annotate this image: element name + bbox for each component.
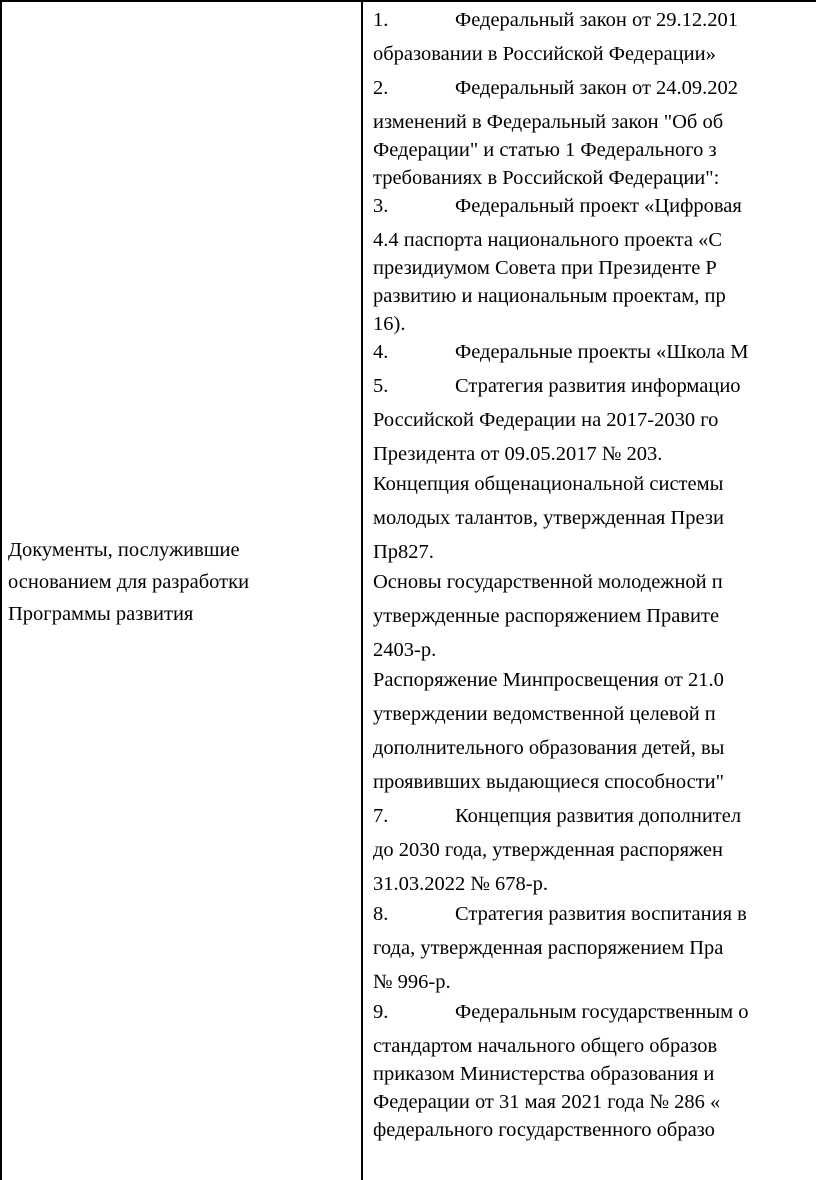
document-line (373, 602, 816, 636)
document-text: утверждении ведомственной целевой п (373, 703, 716, 725)
document-line (373, 74, 816, 108)
item-number: 5. (373, 375, 389, 397)
document-line (373, 968, 816, 998)
document-text: Стратегия развития информацио (455, 375, 741, 397)
item-number: 1. (373, 9, 389, 31)
row-label-line: Программы развития (8, 603, 194, 625)
document-text: № 996-р. (373, 971, 451, 993)
item-number: 3. (373, 195, 389, 217)
document-text: Распоряжение Минпросвещения от 21.0 (373, 669, 724, 691)
label-cell (2, 2, 361, 1180)
document-text: федерального государственного образо (373, 1119, 715, 1141)
document-text: Президента от 09.05.2017 № 203. (373, 443, 663, 465)
document-text: образовании в Российской Федерации» (373, 43, 716, 65)
document-line (373, 700, 816, 734)
document-text: Федеральные проекты «Школа М (455, 341, 749, 363)
document-text: до 2030 года, утвержденная распоряжен (373, 839, 723, 861)
document-text: года, утвержденная распоряжением Пра (373, 937, 724, 959)
document-text: молодых талантов, утвержденная Прези (373, 507, 724, 529)
document-line (373, 440, 816, 470)
document-line (373, 1032, 816, 1060)
document-text: 16). (373, 313, 406, 335)
document-text: Российской Федерации на 2017-2030 го (373, 409, 719, 431)
document-line (373, 6, 816, 40)
document-text: изменений в Федеральный закон "Об об (373, 111, 724, 133)
document-line (373, 934, 816, 968)
document-line (373, 538, 816, 568)
document-line (373, 40, 816, 74)
document-text: Концепция общенациональной системы (373, 473, 724, 495)
item-number: 4. (373, 341, 389, 363)
document-line (373, 636, 816, 666)
document-line (373, 338, 816, 372)
document-line (373, 164, 816, 192)
document-text: Федерации" и статью 1 Федерального з (373, 139, 717, 161)
document-line (373, 254, 816, 282)
document-text: Пр827. (373, 541, 434, 563)
document-line (373, 192, 816, 226)
document-line (373, 802, 816, 836)
document-line (373, 1088, 816, 1116)
document-text: требованиях в Российской Федерации": (373, 167, 720, 189)
document-text: Федеральный проект «Цифровая (455, 195, 742, 217)
document-text: стандартом начального общего образов (373, 1035, 718, 1057)
document-line (373, 836, 816, 870)
document-text: Стратегия развития воспитания в (455, 903, 747, 925)
document-text: Федеральным государственным о (455, 1001, 749, 1023)
document-text: Федеральный закон от 29.12.201 (455, 9, 739, 31)
document-line (373, 470, 816, 504)
document-line (373, 282, 816, 310)
document-line (373, 406, 816, 440)
column-divider (361, 2, 363, 1180)
document-line (373, 108, 816, 136)
document-line (373, 734, 816, 768)
document-text: дополнительного образования детей, вы (373, 737, 725, 759)
row-label (8, 534, 348, 630)
document-text: 31.03.2022 № 678-р. (373, 873, 549, 895)
document-line (373, 1116, 816, 1144)
document-line (373, 666, 816, 700)
document-text: 2403-р. (373, 639, 437, 661)
document-text: Федеральный закон от 24.09.202 (455, 77, 739, 99)
item-number: 2. (373, 77, 389, 99)
document-text: проявивших выдающиеся способности" (373, 771, 725, 793)
document-line (373, 870, 816, 900)
document-line (373, 504, 816, 538)
document-line (373, 998, 816, 1032)
document-line (373, 310, 816, 338)
document-line (373, 1060, 816, 1088)
item-number: 8. (373, 903, 389, 925)
document-text: 4.4 паспорта национального проекта «С (373, 229, 723, 251)
row-label-line: Документы, послужившие (8, 539, 240, 561)
document-text: утвержденные распоряжением Правите (373, 605, 720, 627)
document-line (373, 900, 816, 934)
document-line (373, 136, 816, 164)
document-text: приказом Министерства образования и (373, 1063, 715, 1085)
document-text: президиумом Совета при Президенте Р (373, 257, 717, 279)
item-number: 9. (373, 1001, 389, 1023)
document-text: развитию и национальным проектам, пр (373, 285, 726, 307)
document-line (373, 372, 816, 406)
document-line (373, 768, 816, 802)
document-text: Федерации от 31 мая 2021 года № 286 « (373, 1091, 721, 1113)
item-number: 7. (373, 805, 389, 827)
documents-list-cell (373, 6, 816, 1144)
document-text: Основы государственной молодежной п (373, 571, 723, 593)
document-line (373, 226, 816, 254)
document-text: Концепция развития дополнител (455, 805, 742, 827)
row-label-line: основанием для разработки (8, 571, 250, 593)
document-line (373, 568, 816, 602)
